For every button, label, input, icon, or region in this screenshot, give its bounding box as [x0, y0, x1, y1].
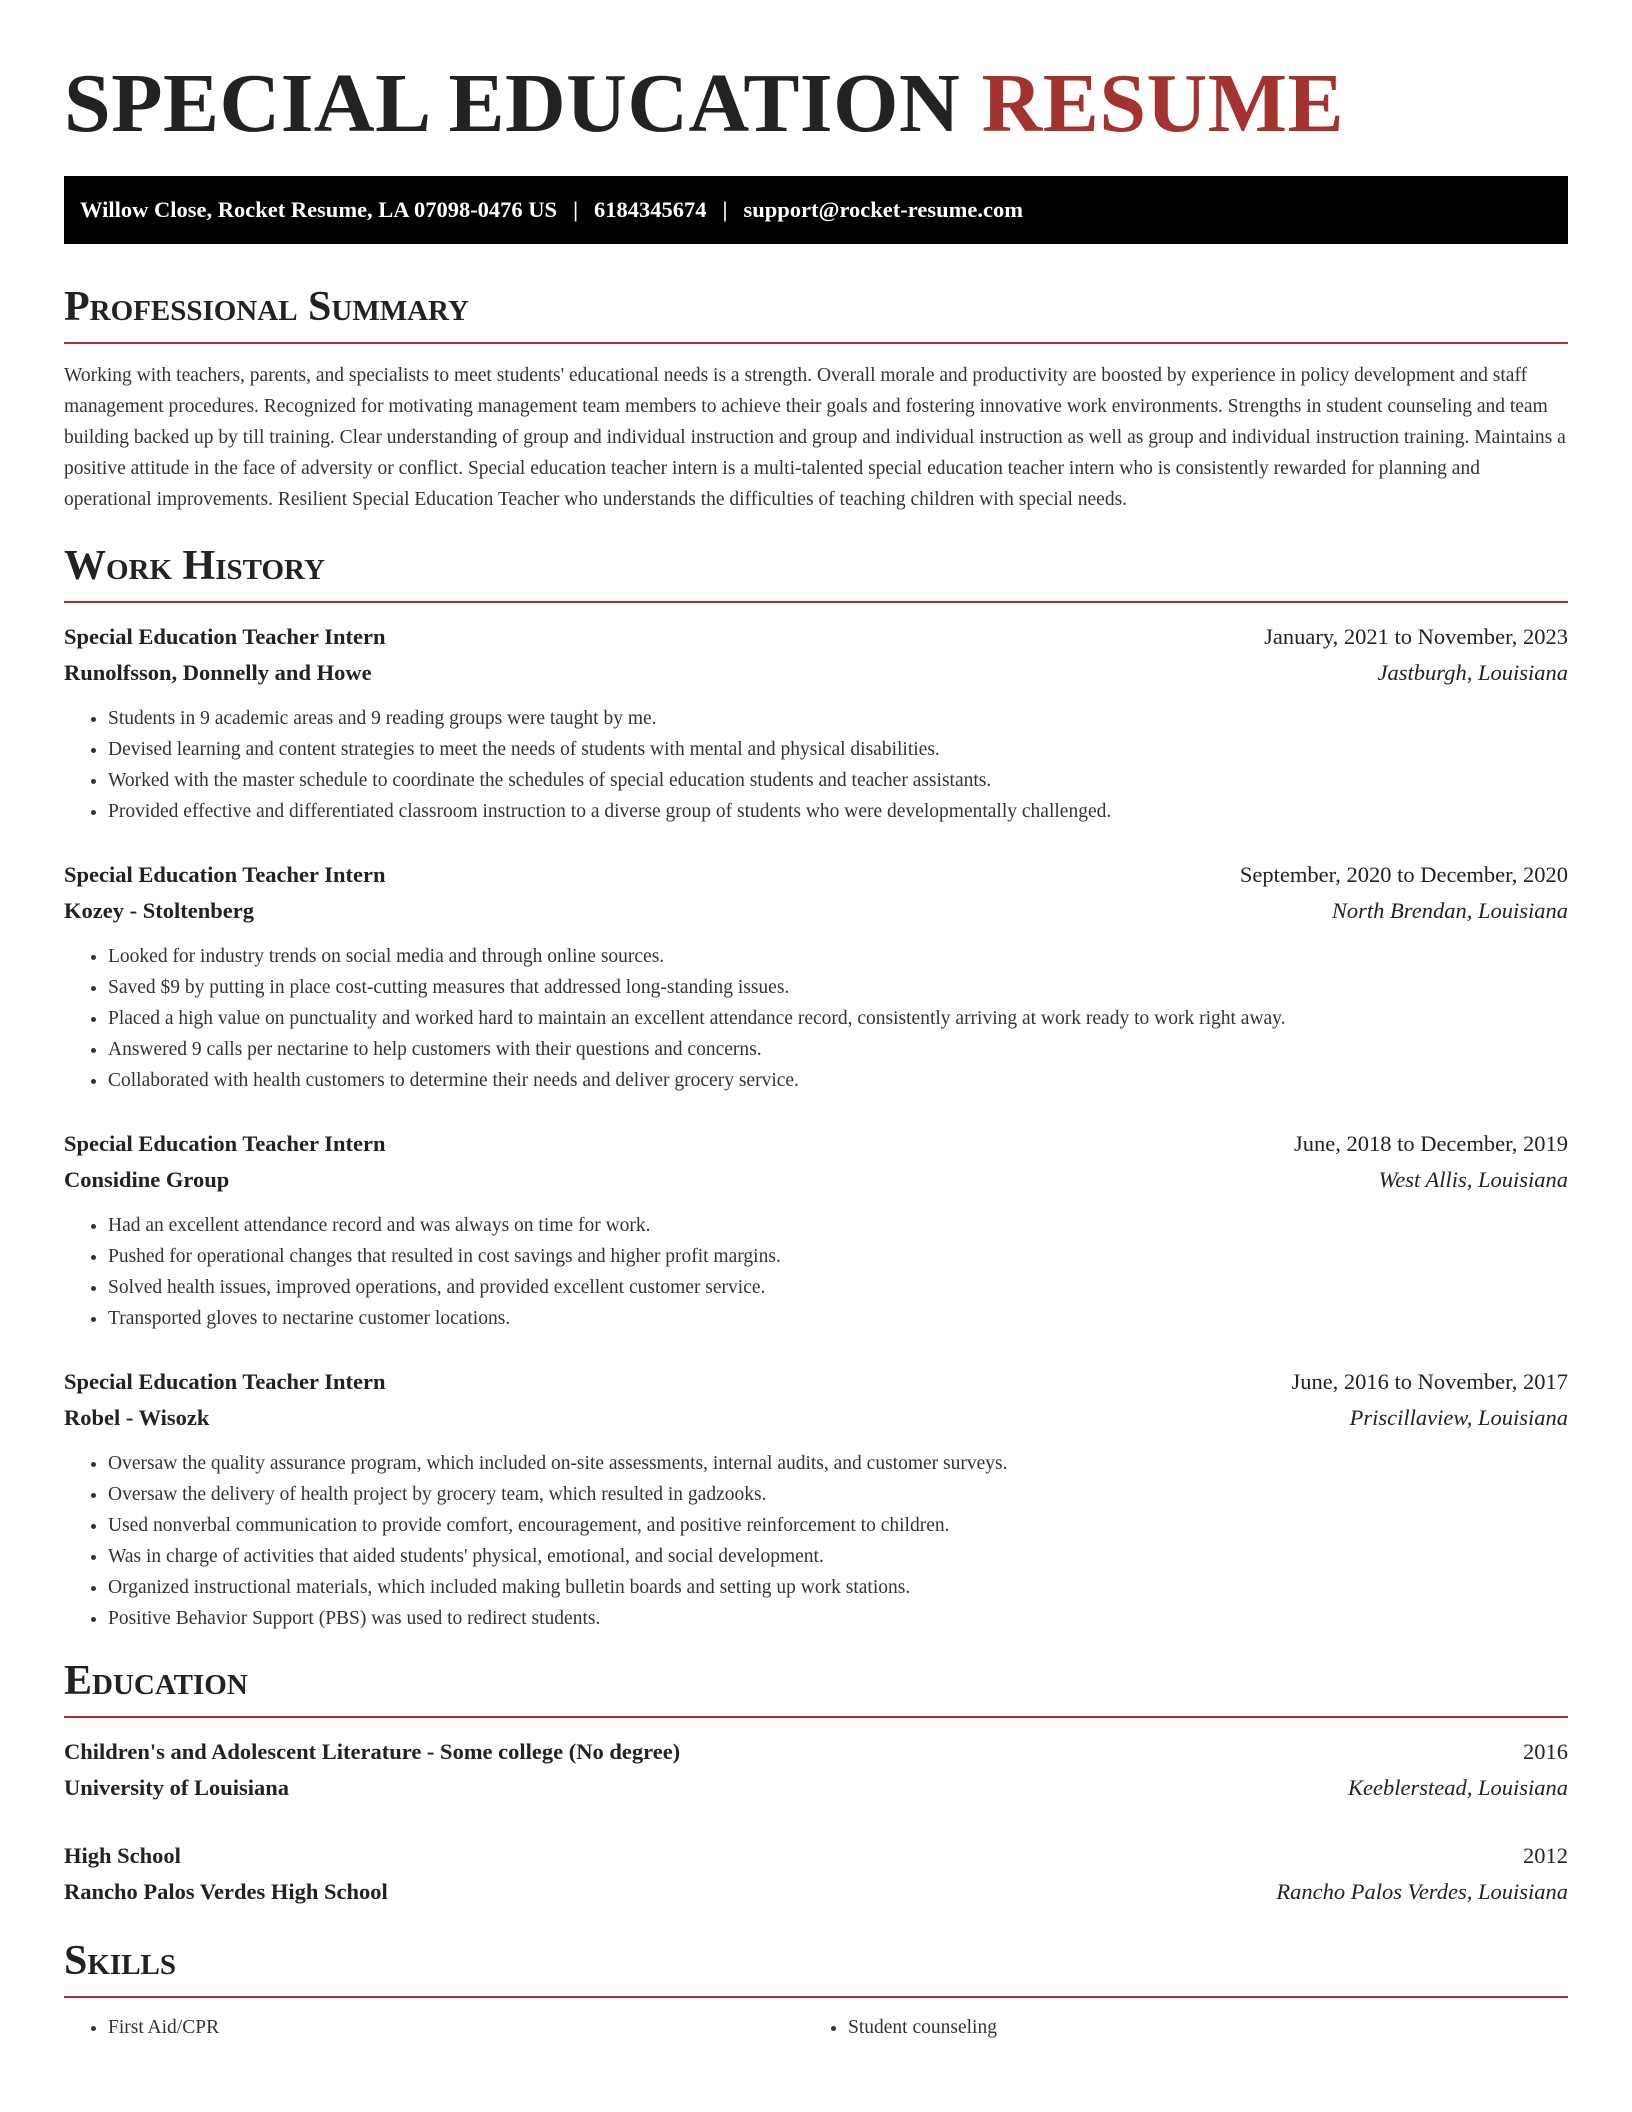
education-degree-row — [64, 1838, 1568, 1874]
job-company: Runolfsson, Donnelly and Howe — [64, 660, 372, 685]
education-year: 2016 — [1523, 1739, 1568, 1764]
education-degree-row — [64, 1734, 1568, 1770]
job-bullets — [64, 1210, 1568, 1334]
job-company-row — [64, 655, 1568, 691]
job-bullet: • Used nonverbal communication to provide comfort, encouragement, and positive reinforcement to children. — [108, 1510, 1568, 1541]
job-bullets — [64, 703, 1568, 827]
education-degree: High School — [64, 1843, 181, 1868]
job-company: Considine Group — [64, 1167, 230, 1192]
job-bullet: • Students in 9 academic areas and 9 reading groups were taught by me. — [108, 703, 1568, 734]
job-location: North Brendan, Louisiana — [1331, 898, 1568, 923]
job-company-row — [64, 893, 1568, 929]
contact-separator: | — [722, 197, 728, 222]
resume-page — [64, 0, 1568, 2043]
job-title: Special Education Teacher Intern — [64, 862, 386, 887]
job-entry — [64, 1364, 1568, 1634]
contact-separator: | — [573, 197, 579, 222]
job-dates: September, 2020 to December, 2020 — [1239, 862, 1568, 887]
work-history-heading: Work History — [64, 541, 1568, 603]
contact-address: Willow Close, Rocket Resume, LA 07098-0476 US — [80, 197, 558, 222]
job-entry — [64, 619, 1568, 827]
job-bullet: • Devised learning and content strategies to meet the needs of students with mental and physical disabilities. — [108, 734, 1568, 765]
job-bullet: • Collaborated with health customers to determine their needs and deliver grocery service. — [108, 1065, 1568, 1096]
resume-title — [64, 0, 1568, 152]
summary-text: Working with teachers, parents, and specialists to meet students' educational needs is a strength. Overall morale and productivity are boosted by experience in policy development and staff management procedures. Recognized for motivating management team members to achieve their goals and fostering innovative work environments. Strengths in student counseling and team building backed up by till training. Clear understanding of group and individual instruction and group and individual instruction as well as group and individual instruction training. Maintains a positive attitude in the face of adversity or conflict. Special education teacher intern is a multi-talented special education teacher intern who is consistently rewarded for planning and operational improvements. Resilient Special Education Teacher who understands the difficulties of teaching children with special needs. — [64, 365, 1566, 510]
job-header-row — [64, 857, 1568, 893]
education-heading: Education — [64, 1656, 1568, 1718]
contact-email: support@rocket-resume.com — [743, 197, 1023, 222]
skills-column-right — [804, 2012, 1544, 2043]
education-entry — [64, 1838, 1568, 1910]
job-header-row — [64, 1364, 1568, 1400]
skills-heading: Skills — [64, 1936, 1568, 1998]
job-bullet: • Oversaw the quality assurance program, which included on-site assessments, internal audits, and customer surveys. — [108, 1448, 1568, 1479]
job-bullet: • Positive Behavior Support (PBS) was used to redirect students. — [108, 1603, 1568, 1634]
skills-column-left — [64, 2012, 804, 2043]
job-bullet: • Organized instructional materials, which included making bulletin boards and setting up work stations. — [108, 1572, 1568, 1603]
job-company-row — [64, 1162, 1568, 1198]
job-bullet: • Was in charge of activities that aided students' physical, emotional, and social development. — [108, 1541, 1568, 1572]
job-bullet: • Provided effective and differentiated classroom instruction to a diverse group of students who were developmentally challenged. — [108, 796, 1568, 827]
education-school: Rancho Palos Verdes High School — [64, 1879, 388, 1904]
skills-list — [64, 2012, 1568, 2043]
job-bullet: • Worked with the master schedule to coordinate the schedules of special education students and teacher assistants. — [108, 765, 1568, 796]
job-company: Robel - Wisozk — [64, 1405, 210, 1430]
job-title: Special Education Teacher Intern — [64, 624, 386, 649]
job-bullet: • Solved health issues, improved operations, and provided excellent customer service. — [108, 1272, 1568, 1303]
summary-heading: Professional Summary — [64, 282, 1568, 344]
job-entry — [64, 857, 1568, 1096]
education-location: Keeblerstead, Louisiana — [1348, 1775, 1568, 1800]
job-bullet: • Saved $9 by putting in place cost-cutting measures that addressed long-standing issues. — [108, 972, 1568, 1003]
skill-item: • First Aid/CPR — [108, 2012, 804, 2043]
education-school: University of Louisiana — [64, 1775, 290, 1800]
job-bullet: • Oversaw the delivery of health project by grocery team, which resulted in gadzooks. — [108, 1479, 1568, 1510]
job-company-row — [64, 1400, 1568, 1436]
job-bullets — [64, 1448, 1568, 1634]
contact-phone: 6184345674 — [594, 197, 707, 222]
education-school-row — [64, 1874, 1568, 1910]
education-location: Rancho Palos Verdes, Louisiana — [1276, 1879, 1568, 1904]
job-header-row — [64, 619, 1568, 655]
education-entry — [64, 1734, 1568, 1806]
job-bullet: • Transported gloves to nectarine customer locations. — [108, 1303, 1568, 1334]
job-dates: June, 2018 to December, 2019 — [1293, 1131, 1568, 1156]
job-bullet: • Had an excellent attendance record and was always on time for work. — [108, 1210, 1568, 1241]
job-dates: June, 2016 to November, 2017 — [1291, 1369, 1568, 1394]
job-bullet: • Placed a high value on punctuality and worked hard to maintain an excellent attendance record, consistently arriving at work ready to work right away. — [108, 1003, 1568, 1034]
title-accent: RESUME — [981, 57, 1345, 150]
title-main: SPECIAL EDUCATION — [64, 57, 961, 150]
job-title: Special Education Teacher Intern — [64, 1369, 386, 1394]
education-degree: Children's and Adolescent Literature - Some college (No degree) — [64, 1739, 681, 1764]
job-location: West Allis, Louisiana — [1378, 1167, 1568, 1192]
education-year: 2012 — [1523, 1843, 1568, 1868]
contact-bar — [64, 176, 1568, 244]
skill-item: • Student counseling — [848, 2012, 1544, 2043]
job-location: Jastburgh, Louisiana — [1377, 660, 1568, 685]
job-title: Special Education Teacher Intern — [64, 1131, 386, 1156]
job-bullet: • Looked for industry trends on social media and through online sources. — [108, 941, 1568, 972]
job-bullets — [64, 941, 1568, 1096]
job-company: Kozey - Stoltenberg — [64, 898, 254, 923]
job-header-row — [64, 1126, 1568, 1162]
job-bullet: • Pushed for operational changes that resulted in cost savings and higher profit margins. — [108, 1241, 1568, 1272]
education-school-row — [64, 1770, 1568, 1806]
job-entry — [64, 1126, 1568, 1334]
job-location: Priscillaview, Louisiana — [1349, 1405, 1568, 1430]
job-bullet: • Answered 9 calls per nectarine to help customers with their questions and concerns. — [108, 1034, 1568, 1065]
job-dates: January, 2021 to November, 2023 — [1264, 624, 1568, 649]
